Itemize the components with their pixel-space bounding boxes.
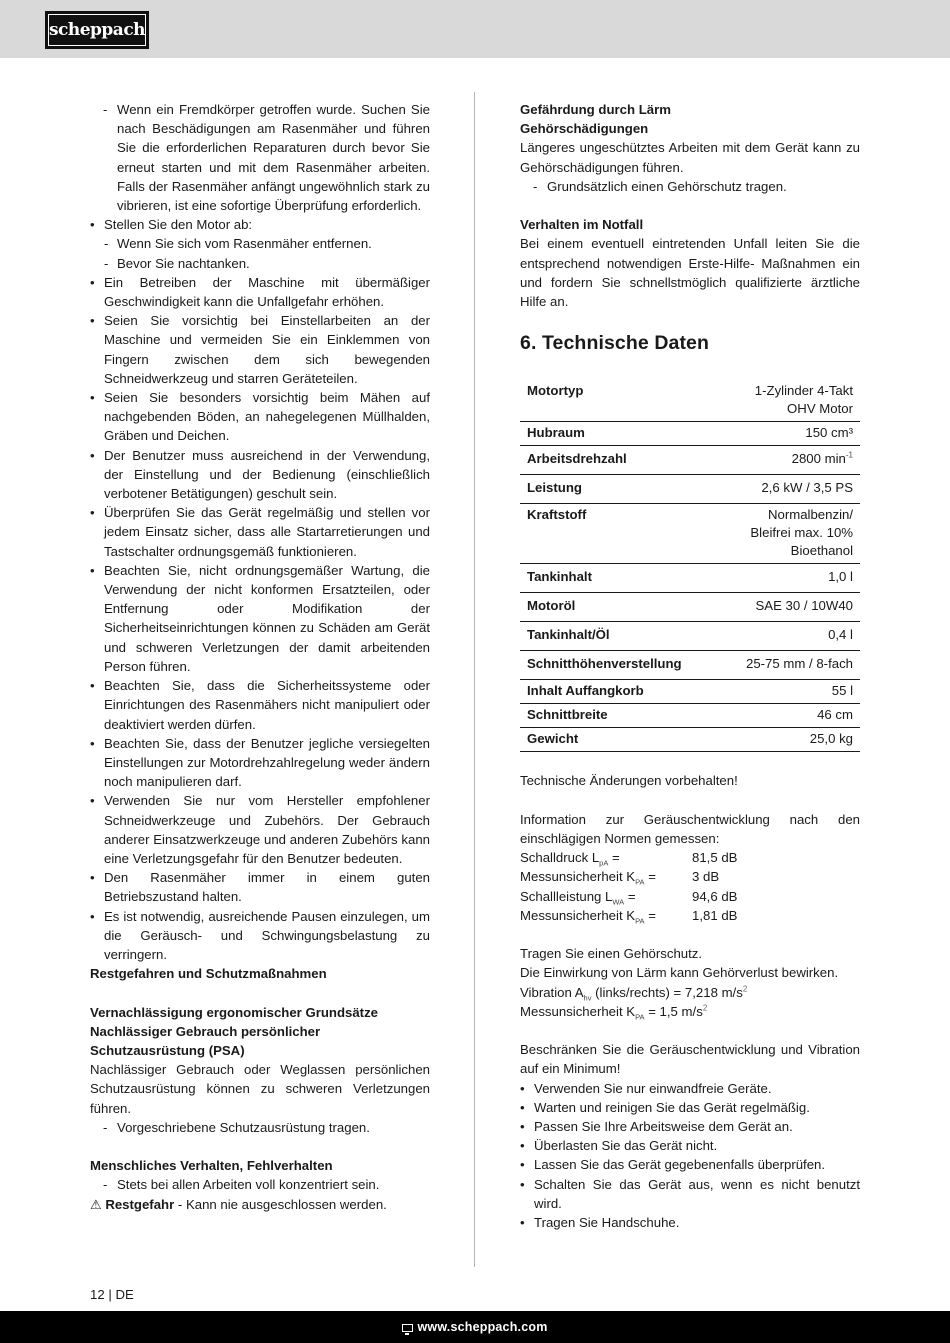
emergency-text: Bei einem eventuell eintretenden Unfall leiten Sie die entsprechend notwendigen Erste-Hilfe- Maßnahmen ein und fordern Sie schnellstmöglich qualifizierte ärztliche Hilfe an. (520, 236, 860, 310)
list-item: - Stets bei allen Arbeiten voll konzentriert sein. (90, 1175, 430, 1194)
list-item: • Verwenden Sie nur vom Hersteller empfohlener Schneidwerkzeuge und Zubehörs. Der Gebrauch anderer Einsatzwerkzeuge und anderen Zubehörs kann eine Verletzungsgefahr für den Benutzer bedeuten. (90, 791, 430, 868)
row-value: 0,4 l (725, 622, 860, 651)
list-item: • Schalten Sie das Gerät aus, wenn es nicht benutzt wird. (520, 1175, 860, 1213)
row-key: Tankinhalt (520, 564, 725, 593)
residual-risk-text: - Kann nie ausgeschlossen werden. (174, 1196, 387, 1212)
row-value: Normalbenzin/ Bleifrei max. 10% Bioethanol (725, 504, 860, 564)
measurement-row: Messunsicherheit $K_{PA}$ = 3 dB (520, 869, 720, 888)
row-value: 1-Zylinder 4-Takt OHV Motor (725, 377, 860, 422)
ear-protection-text: Tragen Sie einen Gehörschutz. (520, 946, 703, 962)
list-item: • Den Rasenmäher immer in einem guten Betriebszustand halten. (90, 868, 430, 906)
row-value: 150 cm³ (725, 422, 860, 446)
emergency-heading: Verhalten im Notfall (520, 217, 644, 233)
noise-info-text: Information zur Geräuschentwicklung nach den einschlägigen Normen gemessen: (520, 811, 860, 846)
residual-risk-line (90, 1195, 430, 1214)
list-item: • Lassen Sie das Gerät gegebenenfalls überprüfen. (520, 1155, 860, 1174)
vibration-uncertainty-line: Messunsicherheit $K_{PA} = 1,5$ $m/s^2$ (520, 1003, 708, 1022)
column-divider (474, 92, 475, 1267)
safety-bullet-list (90, 215, 430, 964)
motor-stop-sublist (104, 234, 430, 272)
psa-list (90, 1118, 430, 1137)
list-item: • Tragen Sie Handschuhe. (520, 1213, 860, 1232)
row-key: Gewicht (520, 728, 725, 752)
table-row (520, 680, 860, 704)
table-row (520, 446, 860, 475)
list-item (90, 215, 430, 273)
table-row (520, 564, 860, 593)
measurement-value: 81,5 dB (692, 850, 738, 866)
hearing-damage-heading: Gehörschädigungen (520, 121, 649, 137)
row-value: 2800 $\min^{-1}$ (725, 446, 860, 475)
measurement-value: 1,81 dB (692, 907, 738, 923)
list-item: • Seien Sie besonders vorsichtig beim Mähen auf nachgebenden Böden, an nahegelegenen Müllhalden, Gräben und Deichen. (90, 388, 430, 446)
measurement-value: 3 dB (692, 869, 720, 885)
table-row (520, 475, 860, 504)
row-value: 2,6 kW / 3,5 PS (725, 475, 860, 504)
row-value: 25-75 mm / 8-fach (725, 651, 860, 680)
row-key: Inhalt Auffangkorb (520, 680, 725, 704)
row-value: 46 cm (725, 704, 860, 728)
limit-bullet-list (520, 1079, 860, 1233)
row-value: 55 l (725, 680, 860, 704)
list-item: • Beachten Sie, dass die Sicherheitssysteme oder Einrichtungen des Rasenmähers nicht manipuliert oder deaktiviert werden dürfen. (90, 676, 430, 734)
changes-note: Technische Änderungen vorbehalten! (520, 773, 738, 789)
list-item: • Beachten Sie, nicht ordnungsgemäßer Wartung, die Verwendung der nicht konformen Ersatzteilen, oder Entfernung oder Modifikation der Sicherheitseinrichtungen können zu Schäden am Gerät und schweren Verletzungen der damit arbeitenden Person führen. (90, 561, 430, 676)
page-number: 12 | DE (90, 1287, 134, 1302)
row-key: Schnittbreite (520, 704, 725, 728)
table-row (520, 377, 860, 422)
section-title: 6. Technische Daten (520, 332, 710, 355)
table-row (520, 728, 860, 752)
human-behaviour-list (90, 1175, 430, 1194)
motor-stop-text: Stellen Sie den Motor ab: (104, 217, 253, 233)
tech-data-table (520, 377, 860, 752)
measurement-row: Messunsicherheit $K_{PA}$ = 1,81 dB (520, 907, 738, 926)
warning-triangle-icon: ⚠ (90, 1196, 102, 1212)
table-row (520, 593, 860, 622)
measurement-value: 94,6 dB (692, 888, 738, 904)
monitor-icon (402, 1324, 413, 1332)
list-item: - Grundsätzlich einen Gehörschutz tragen. (520, 177, 860, 196)
header-bar (0, 0, 950, 58)
row-value: SAE 30 / 10W40 (725, 593, 860, 622)
list-item: • Warten und reinigen Sie das Gerät regelmäßig. (520, 1098, 860, 1117)
row-key: Schnitthöhenverstellung (520, 651, 725, 680)
list-item: - Bevor Sie nachtanken. (104, 254, 430, 273)
list-item: • Es ist notwendig, ausreichende Pausen einzulegen, um die Geräusch- und Schwingungsbelastung zu verringern. (90, 907, 430, 965)
row-value: 1,0 l (725, 564, 860, 593)
list-item: • Verwenden Sie nur einwandfreie Geräte. (520, 1079, 860, 1098)
footer-bar (0, 1311, 950, 1343)
psa-text: Nachlässiger Gebrauch oder Weglassen persönlichen Schutzausrüstung können zu schweren Verletzungen führen. (90, 1062, 430, 1116)
list-item: - Vorgeschriebene Schutzausrüstung tragen. (90, 1118, 430, 1137)
ergonomics-heading: Vernachlässigung ergonomischer Grundsätze (90, 1004, 379, 1020)
table-row (520, 422, 860, 446)
row-key: Tankinhalt/Öl (520, 622, 725, 651)
list-item: • Ein Betreiben der Maschine mit übermäßiger Geschwindigkeit kann die Unfallgefahr erhöhen. (90, 273, 430, 311)
noise-list (520, 177, 860, 196)
list-item: - Wenn Sie sich vom Rasenmäher entfernen. (104, 234, 430, 253)
website-link[interactable]: www.scheppach.com (0, 1319, 950, 1335)
restgefahren-heading: Restgefahren und Schutzmaßnahmen (90, 966, 327, 982)
list-item: • Der Benutzer muss ausreichend in der Verwendung, der Einstellung und der Bedienung (einschließlich verbotener Betätigungen) geschult sein. (90, 446, 430, 504)
row-key: Kraftstoff (520, 504, 725, 564)
list-item: • Passen Sie Ihre Arbeitsweise dem Gerät an. (520, 1117, 860, 1136)
row-key: Arbeitsdrehzahl (520, 446, 725, 475)
human-behaviour-heading: Menschliches Verhalten, Fehlverhalten (90, 1158, 333, 1174)
residual-risk-label: Restgefahr (105, 1196, 175, 1212)
left-column (90, 100, 430, 1214)
row-key: Motoröl (520, 593, 725, 622)
measurement-row: Schallleistung $L_{WA}$ = 94,6 dB (520, 888, 738, 907)
noise-text: Längeres ungeschütztes Arbeiten mit dem Gerät kann zu Gehörschädigungen führen. (520, 140, 860, 175)
row-key: Leistung (520, 475, 725, 504)
hearing-loss-text: Die Einwirkung von Lärm kann Gehörverlust bewirken. (520, 965, 839, 981)
psa-heading: Nachlässiger Gebrauch persönlicher Schutzausrüstung (PSA) (90, 1023, 321, 1058)
table-row (520, 504, 860, 564)
noise-heading: Gefährdung durch Lärm (520, 102, 671, 117)
right-column (520, 100, 860, 1232)
table-row (520, 704, 860, 728)
list-item: • Beachten Sie, dass der Benutzer jegliche versiegelten Einstellungen zur Motordrehzahlregelung weder ändern noch manipulieren darf. (90, 734, 430, 792)
list-item: • Seien Sie vorsichtig bei Einstellarbeiten an der Maschine und vermeiden Sie ein Einklemmen von Fingern zwischen dem sich bewegenden Schneidwerkzeug und starren Geräteteilen. (90, 311, 430, 388)
foreign-object-list (90, 100, 430, 215)
vibration-line: Vibration $A_{hv}$ (links/rechts) = 7,218 $m/s^2$ (520, 984, 748, 1003)
row-value: 25,0 kg (725, 728, 860, 752)
table-row (520, 622, 860, 651)
brand-logo: scheppach (45, 11, 149, 49)
measurement-row: Schalldruck $L_{pA}$ = 81,5 dB (520, 850, 738, 868)
row-key: Hubraum (520, 422, 725, 446)
list-item: • Überlasten Sie das Gerät nicht. (520, 1136, 860, 1155)
list-item: - Wenn ein Fremdkörper getroffen wurde. Suchen Sie nach Beschädigungen am Rasenmäher und führen Sie die erforderlichen Reparaturen durch bevor Sie erneut starten und mit dem Rasenmäher arbeiten. Falls der Rasenmäher anfängt ungewöhnlich stark zu vibrieren, ist eine sofortige Überprüfung erforderlich. (90, 100, 430, 215)
table-row (520, 651, 860, 680)
row-key: Motortyp (520, 377, 725, 422)
limit-text: Beschränken Sie die Geräuschentwicklung und Vibration auf ein Minimum! (520, 1042, 860, 1077)
list-item: • Überprüfen Sie das Gerät regelmäßig und stellen vor jedem Einsatz sicher, dass alle Startarretierungen und Tastschalter ordnungsgemäß funktionieren. (90, 503, 430, 561)
